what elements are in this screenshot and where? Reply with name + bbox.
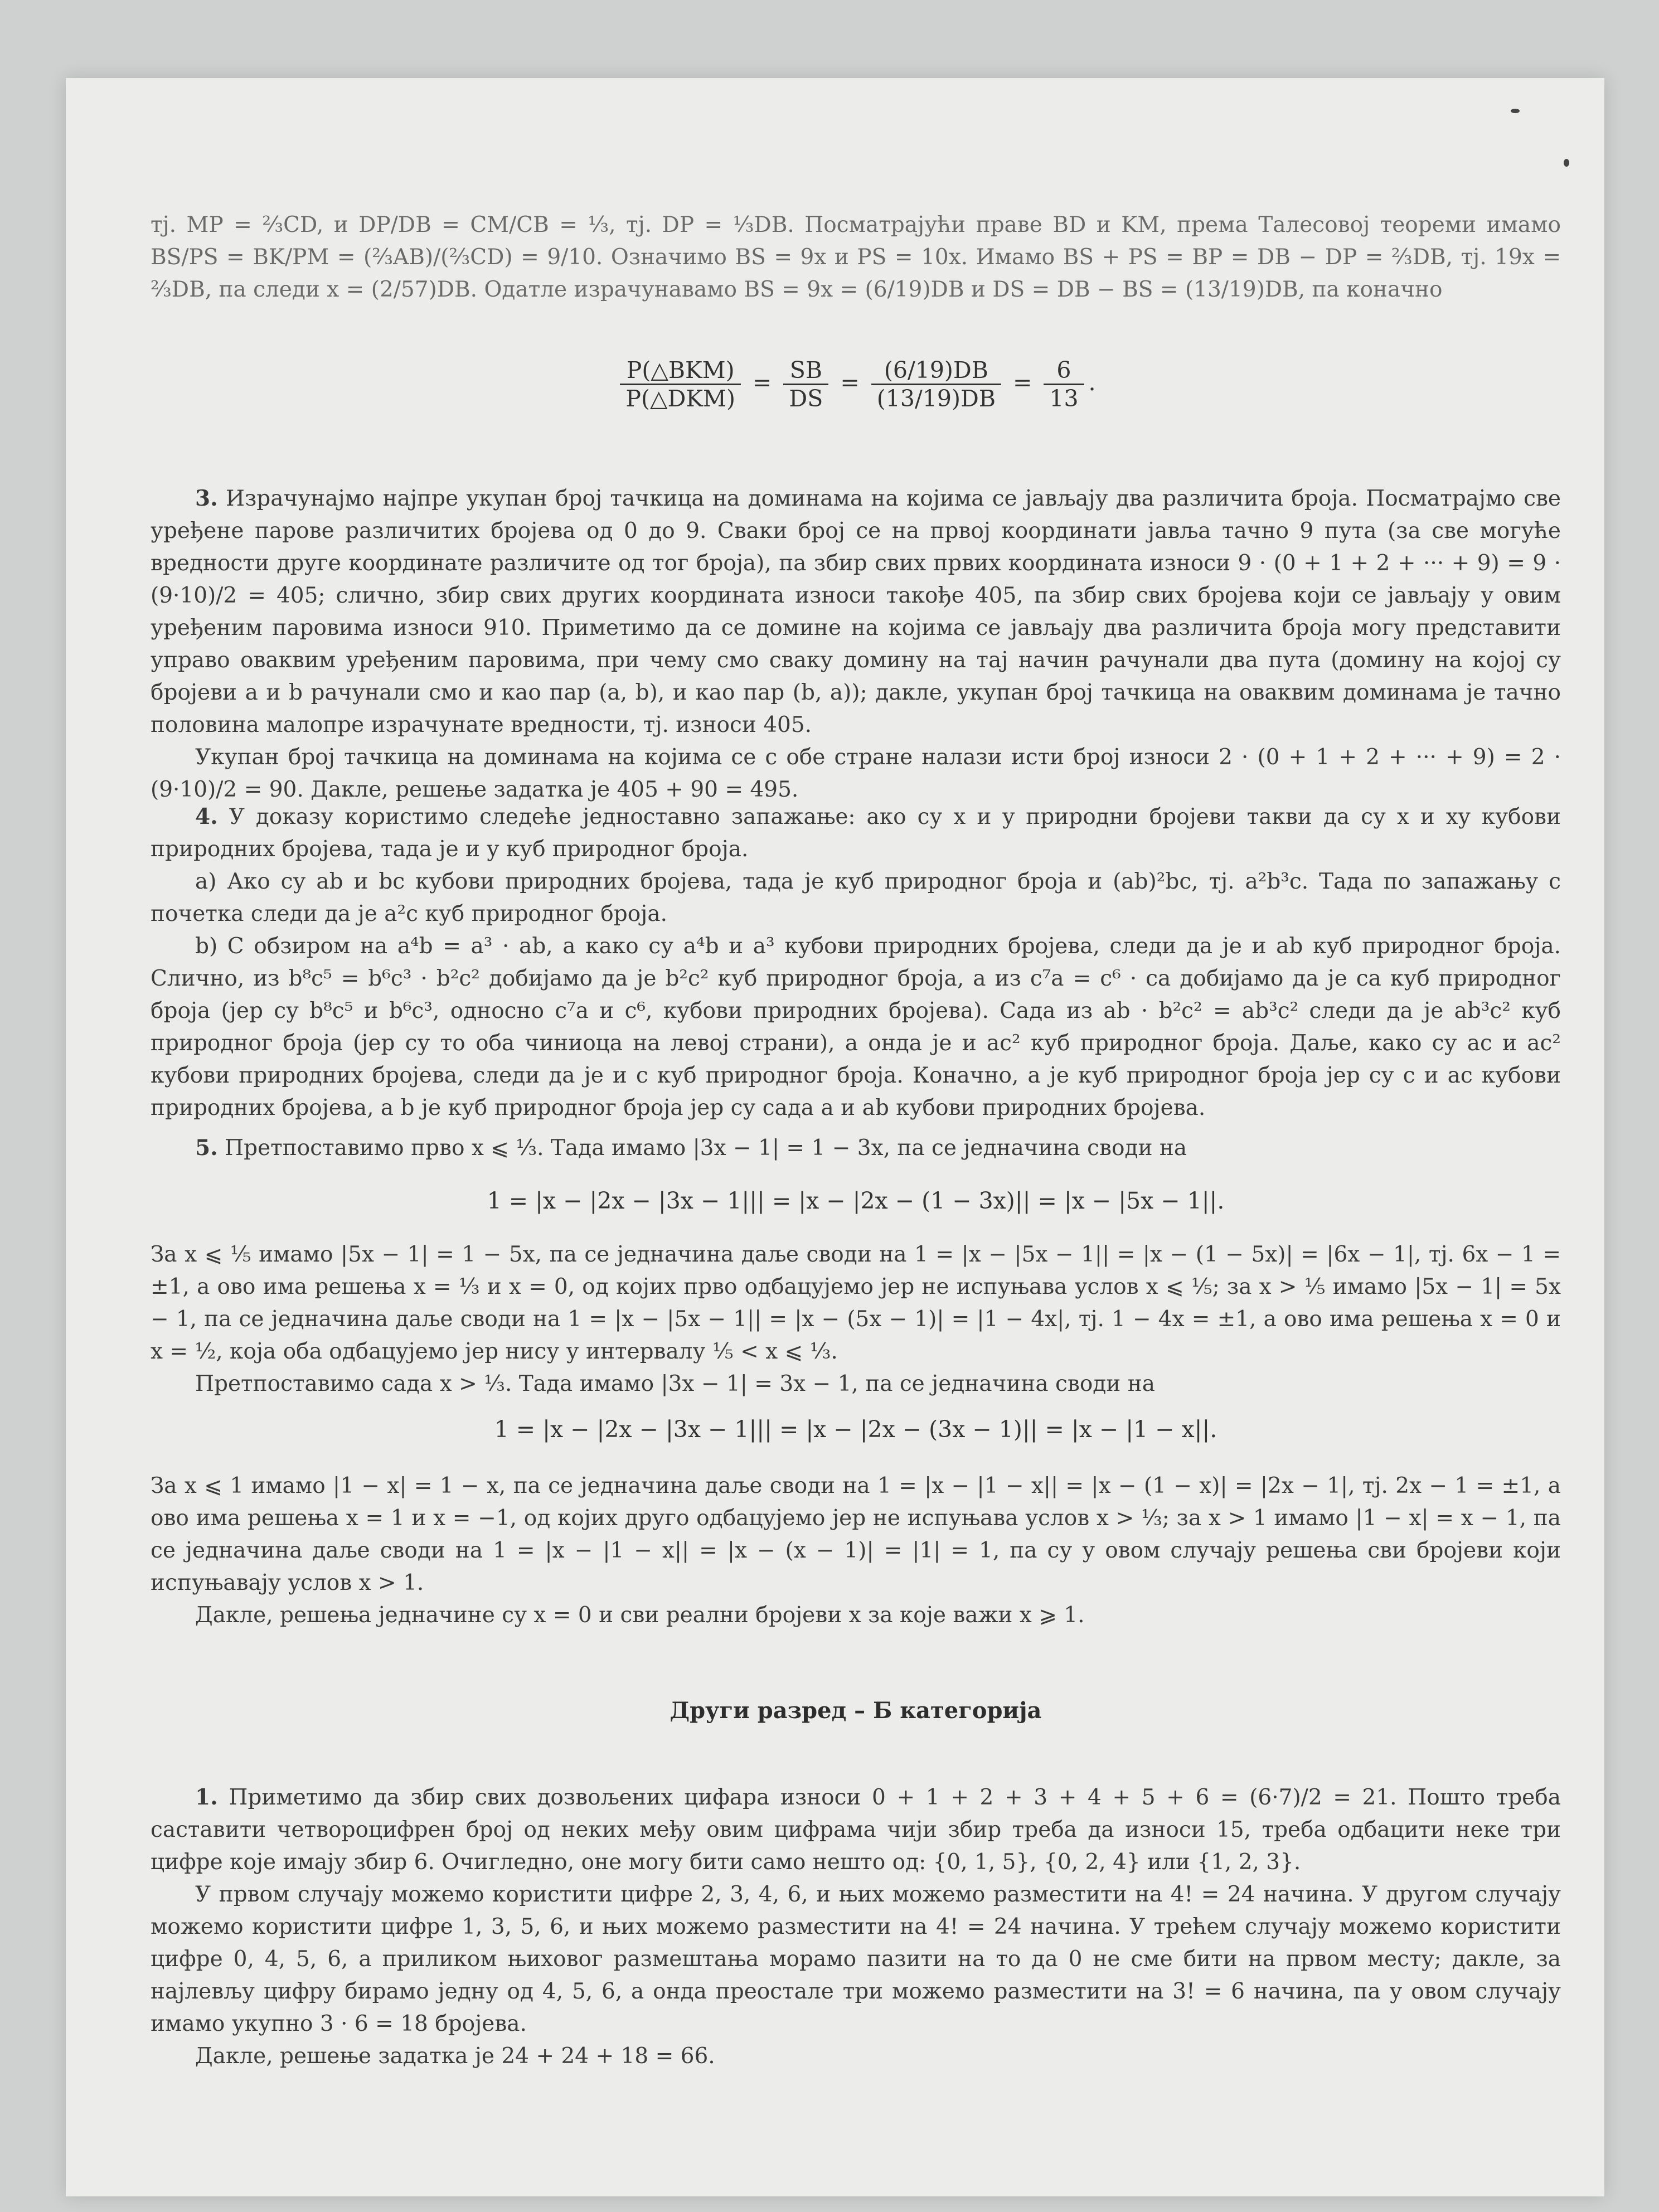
text-q1b: У првом случају можемо користити цифре 2, 3, 4, 6, и њих можемо разместити на 4! = 24 начина. У другом случају можемо користити цифре 1, 3, 5, 6, и њих можемо разместити на 4! = 24 начина. У трећем случају можемо користити цифре 0, 4, 5, 6, а приликом њиховог размештања морамо пазити на то да 0 не сме бити на првом месту; дакле, за најлевљу цифру бирамо једну од 4, 5, 6, а онда преостале три можемо разместити на 3! = 6 начина, па у овом случају имамо укупно 3 · 6 = 18 бројева. [151,1882,1561,2036]
fraction-result [1044,357,1084,412]
fraction-db-ratio [871,357,1001,412]
numerator: SB [783,357,828,385]
fraction-area-ratio [620,357,741,412]
denominator: P(△DKM) [625,385,735,412]
solution-3 [151,482,1561,806]
text-body: Приметимо да збир свих дозвољених цифара износи 0 + 1 + 2 + 3 + 4 + 5 + 6 = (6·7)/2 = 21. Пошто треба саставити четвороцифрен број од неких међу овим цифрама чији збир треба да износи 15, треба одбацити неке три цифре које имају збир 6. Очигледно, оне могу бити само нешто од: {0, 1, 5}, {0, 2, 4} или {1, 2, 3}. [151,1785,1561,1875]
text-q1c: Дакле, решење задатка је 24 + 24 + 18 = 66. [195,2044,715,2069]
text-p3a [151,482,1561,741]
numerator: P(△BKM) [620,357,741,385]
solution-5-case-2 [151,1470,1561,1632]
equation-case-2: 1 = |x − |2x − |3x − 1||| = |x − |2x − (3x − 1)|| = |x − |1 − x||. [494,1416,1217,1443]
text-p5c: Претпоставимо сада x > ⅓. Тада имамо |3x − 1| = 3x − 1, па се једначина своди на [195,1371,1155,1396]
equation-case-1: 1 = |x − |2x − |3x − 1||| = |x − |2x − (1 − 3x)|| = |x − |5x − 1||. [487,1187,1225,1214]
text-p4b: a) Ако су ab и bc кубови природних бројева, тада је куб природног броја и (ab)²bc, тј. a²b³c. Тада по запажању с почетка следи да је a²c куб природног броја. [151,869,1561,926]
solution-number: 1. [195,1784,218,1810]
numerator: 6 [1044,357,1084,385]
ratio-equation: $\frac{\text{P(△BKM)}}{\text{P(△DKM)}}$ = $\frac{SB}{DS}$ = $\frac{(6/19)DB}{(13/19)DB}$ = $\frac{6}{13}$ . [151,357,1561,412]
text-p5d: За x ⩽ 1 имамо |1 − x| = 1 − x, па се једначина даље своди на 1 = |x − |1 − x|| = |x − (1 − x)| = |2x − 1|, тј. 2x − 1 = ±1, а ово има решења x = 1 и x = −1, од којих друго одбацујемо јер не испуњава услов x > ⅓; за x > 1 имамо |1 − x| = x − 1, па се једначина даље своди на 1 = |x − |1 − x|| = |x − (x − 1)| = |1| = 1, па су у овом случају решења сви бројеви који испуњавају услов x > 1. [151,1473,1561,1595]
section-heading: Други разред – Б категорија [670,1697,1042,1724]
text-body: Израчунајмо најпре укупан број тачкица на доминама на којима се јављају два различита броја. Посматрајмо све уређене парове различитих бројева од 0 до 9. Сваки број се на првој координати јавља тачно 9 пута (за све могуће вредности друге координате различите од тог броја), па збир свих првих координата износи 9 · (0 + 1 + 2 + ··· + 9) = 9 · (9·10)/2 = 405; слично, збир свих других координата износи такође 405, па збир свих бројева који се јављају у овим уређеним паровима износи 910. Приметимо да се домине на којима се јављају два различита броја могу представити управо оваквим уређеним паровима, при чему смо сваку домину на тај начин рачунали два пута (домину на којој су бројеви a и b рачунали смо и као пар (a, b), и као пар (b, a)); дакле, укупан број тачкица на оваквим доминама је тачно половина малопре израчунате вредности, тј. износи 405. [151,486,1561,738]
ink-speck [1511,109,1520,113]
solution-number: 3. [195,486,218,511]
solution-5-intro [151,1132,1561,1165]
text-p4a [151,801,1561,866]
denominator: 13 [1049,385,1079,412]
solution-number: 4. [195,804,218,830]
solution-b1 [151,1781,1561,2073]
solution-4 [151,801,1561,1124]
solution-number: 5. [195,1135,218,1161]
text-p3b: Укупан број тачкица на доминама на којима се с обе стране налази исти број износи 2 · (0 + 1 + 2 + ··· + 9) = 2 · (9·10)/2 = 90. Дакле, решење задатка је 405 + 90 = 495. [151,745,1561,802]
text-p1: тј. MP = ⅔CD, и DP/DB = CM/CB = ⅓, тј. DP = ⅓DB. Посматрајући праве BD и KM, према Талесовој теореми имамо BS/PS = BK/PM = (⅔AB)/(⅔CD) = 9/10. Означимо BS = 9x и PS = 10x. Имамо BS + PS = BP = DB − DP = ⅔DB, тј. 19x = ⅔DB, па следи x = (2/57)DB. Одатле израчунавамо BS = 9x = (6/19)DB и DS = DB − BS = (13/19)DB, па коначно [151,212,1561,302]
text-p5a [151,1132,1561,1165]
text-body: Претпоставимо прво x ⩽ ⅓. Тада имамо |3x − 1| = 1 − 3x, па се једначина своди на [225,1136,1187,1161]
ink-speck [1564,159,1569,167]
solution-5-case-1 [151,1239,1561,1400]
text-p5b: За x ⩽ ⅕ имамо |5x − 1| = 1 − 5x, па се једначина даље своди на 1 = |x − |5x − 1|| = |x − (1 − 5x)| = |6x − 1|, тј. 6x − 1 = ±1, а ово има решења x = ⅓ и x = 0, од којих прво одбацујемо јер не испуњава услов x ⩽ ⅕; за x > ⅕ имамо |5x − 1| = 5x − 1, па се једначина даље своди на 1 = |x − |5x − 1|| = |x − (5x − 1)| = |1 − 4x|, тј. 1 − 4x = ±1, а ово има решења x = 0 и x = ½, која оба одбацујемо јер нису у интервалу ⅕ < x ⩽ ⅓. [151,1242,1561,1364]
text-p5e: Дакле, решења једначине су x = 0 и сви реални бројеви x за које важи x ⩾ 1. [195,1603,1085,1628]
denominator: (13/19)DB [876,385,996,412]
text-q1a [151,1781,1561,1879]
text-p4c: b) С обзиром на a⁴b = a³ · ab, а како су a⁴b и a³ кубови природних бројева, следи да је и ab куб природног броја. Слично, из b⁸c⁵ = b⁶c³ · b²c² добијамо да је b²c² куб природног броја, а из c⁷a = c⁶ · ca добијамо да је ca куб природног броја (јер су b⁸c⁵ и b⁶c³, односно c⁷a и c⁶, кубови природних бројева). Сада из ab · b²c² = ab³c² следи да је ab³c² куб природног броја (јер су то оба чиниоца на левој страни), а онда је и ac² куб природног броја. Даље, како су ac и ac² кубови природних бројева, следи да је и c куб природног броја. Коначно, a је куб природног броја јер су c и ac кубови природних бројева, а b је куб природног броја јер су сада a и ab кубови природних бројева. [151,934,1561,1120]
text-body: У доказу користимо следеће једноставно запажање: ако су x и y природни бројеви такви да су x и xy кубови природних бројева, тада је и y куб природног броја. [151,804,1561,862]
paragraph-continuation [151,209,1561,306]
numerator: (6/19)DB [871,357,1001,385]
denominator: DS [789,385,823,412]
fraction-segment-ratio [783,357,828,412]
